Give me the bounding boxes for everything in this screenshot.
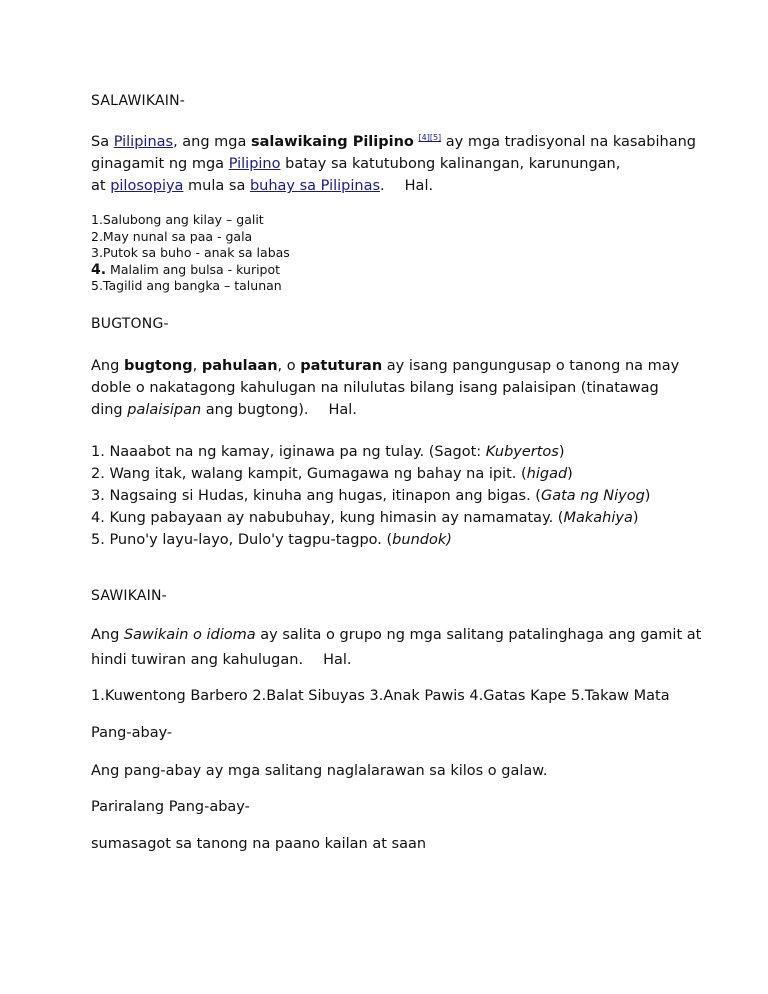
sawikain-intro: [91, 623, 728, 673]
list-item: 3.Putok sa buho - anak sa labas: [91, 245, 290, 260]
text: ang bugtong).: [201, 402, 309, 418]
list-item: [91, 441, 728, 463]
sawikain-intro-line-1: [91, 623, 728, 648]
text: ): [567, 466, 573, 482]
reference-link[interactable]: [4][5]: [418, 133, 442, 142]
text: .: [380, 178, 385, 194]
pangabay-definition: Ang pang-abay ay mga salitang naglalarawan sa kilos o galaw.: [91, 763, 548, 779]
bugtong-term: bugtong: [123, 358, 193, 374]
list-item: [91, 485, 728, 507]
pilipinas-link[interactable]: Pilipinas: [113, 134, 174, 150]
hal-label: Hal.: [404, 178, 434, 194]
text: Sa: [91, 134, 114, 150]
text: ay mga tradisyonal na kasabihang: [441, 134, 697, 150]
riddle-answer: Gata ng Niyog: [540, 488, 645, 504]
text: ): [558, 444, 565, 460]
salawikain-intro-line-2: [91, 153, 728, 175]
buhay-sa-pilipinas-link[interactable]: buhay sa Pilipinas: [249, 178, 381, 194]
salawikain-list: [91, 212, 728, 295]
pilosopiya-link[interactable]: pilosopiya: [110, 178, 184, 194]
palaisipan-term: palaisipan: [127, 402, 202, 418]
list-item: [91, 262, 728, 279]
list-item: [91, 463, 728, 485]
list-item: [91, 507, 728, 529]
sawikain-heading: SAWIKAIN-: [91, 588, 167, 604]
text: ): [644, 488, 651, 504]
riddle-text: 5. Puno'y layu-layo, Dulo'y tagpu-tagpo. (: [91, 532, 393, 548]
riddle-answer: Makahiya: [563, 510, 633, 526]
pariralang-heading: Pariralang Pang-abay-: [91, 799, 250, 815]
salawikain-intro-line-3: [91, 175, 728, 197]
text: Ang: [91, 358, 124, 374]
text: batay sa katutubong kalinangan, karunungan,: [280, 156, 621, 172]
list-item: 5.Tagilid ang bangka – talunan: [91, 278, 282, 293]
pangabay-heading: Pang-abay-: [91, 725, 173, 741]
text: Ang: [91, 627, 124, 643]
text: ,: [192, 358, 202, 374]
riddle-text: 3. Nagsaing si Hudas, kinuha ang hugas, itinapon ang bigas. (: [91, 488, 541, 504]
salawikain-intro: [91, 127, 728, 197]
riddle-answer: Kubyertos: [485, 444, 559, 460]
riddle-answer: higad: [526, 466, 568, 482]
bugtong-intro: [91, 355, 728, 421]
text: at: [91, 178, 111, 194]
list-item: 2.May nunal sa paa - gala: [91, 228, 253, 244]
bugtong-intro-line-3: [91, 399, 728, 421]
text: ay salita o grupo ng mga salitang patalinghaga ang gamit at: [255, 627, 702, 643]
salawikaing-pilipino-term: salawikaing Pilipino: [251, 134, 414, 150]
salawikain-heading: SALAWIKAIN-: [91, 93, 185, 109]
text: ding: [91, 402, 128, 418]
hal-label: Hal.: [323, 652, 352, 668]
item-text: Malalim ang bulsa - kuripot: [110, 261, 281, 277]
sawikain-term: Sawikain o idioma: [123, 627, 256, 643]
riddle-text: 4. Kung pabayaan ay nabubuhay, kung himasin ay namamatay. (: [91, 510, 564, 526]
riddle-text: 2. Wang itak, walang kampit, Gumagawa ng bahay na ipit. (: [91, 466, 527, 482]
text: mula sa: [183, 178, 250, 194]
bugtong-intro-line-2: doble o nakatagong kahulugan na nilulutas bilang isang palaisipan (tinatawag: [91, 380, 659, 396]
list-item: [91, 529, 728, 551]
pariralang-definition: sumasagot sa tanong na paano kailan at saan: [91, 836, 427, 852]
text: ay isang pangungusap o tanong na may: [382, 358, 680, 374]
bugtong-intro-line-1: [91, 355, 728, 377]
riddle-answer: bundok): [392, 532, 452, 548]
list-item: 1.Salubong ang kilay – galit: [91, 212, 264, 227]
patuturan-term: patuturan: [300, 358, 383, 374]
salawikain-intro-line-1: [91, 127, 728, 153]
text: , ang mga: [173, 134, 252, 150]
riddle-text: 1. Naaabot na ng kamay, iginawa pa ng tulay. (Sagot:: [91, 444, 486, 460]
bugtong-heading: BUGTONG-: [91, 316, 169, 332]
text: ): [632, 510, 639, 526]
text: hindi tuwiran ang kahulugan.: [91, 652, 304, 668]
text: , o: [277, 358, 301, 374]
pahulaan-term: pahulaan: [201, 358, 278, 374]
sawikain-examples: 1.Kuwentong Barbero 2.Balat Sibuyas 3.Anak Pawis 4.Gatas Kape 5.Takaw Mata: [91, 688, 670, 704]
pilipino-link[interactable]: Pilipino: [228, 156, 281, 172]
bugtong-list: [91, 441, 728, 551]
text: ginagamit ng mga: [91, 156, 229, 172]
hal-label: Hal.: [328, 402, 357, 418]
item-number: 4.: [91, 261, 107, 278]
sawikain-intro-line-2: [91, 648, 728, 673]
